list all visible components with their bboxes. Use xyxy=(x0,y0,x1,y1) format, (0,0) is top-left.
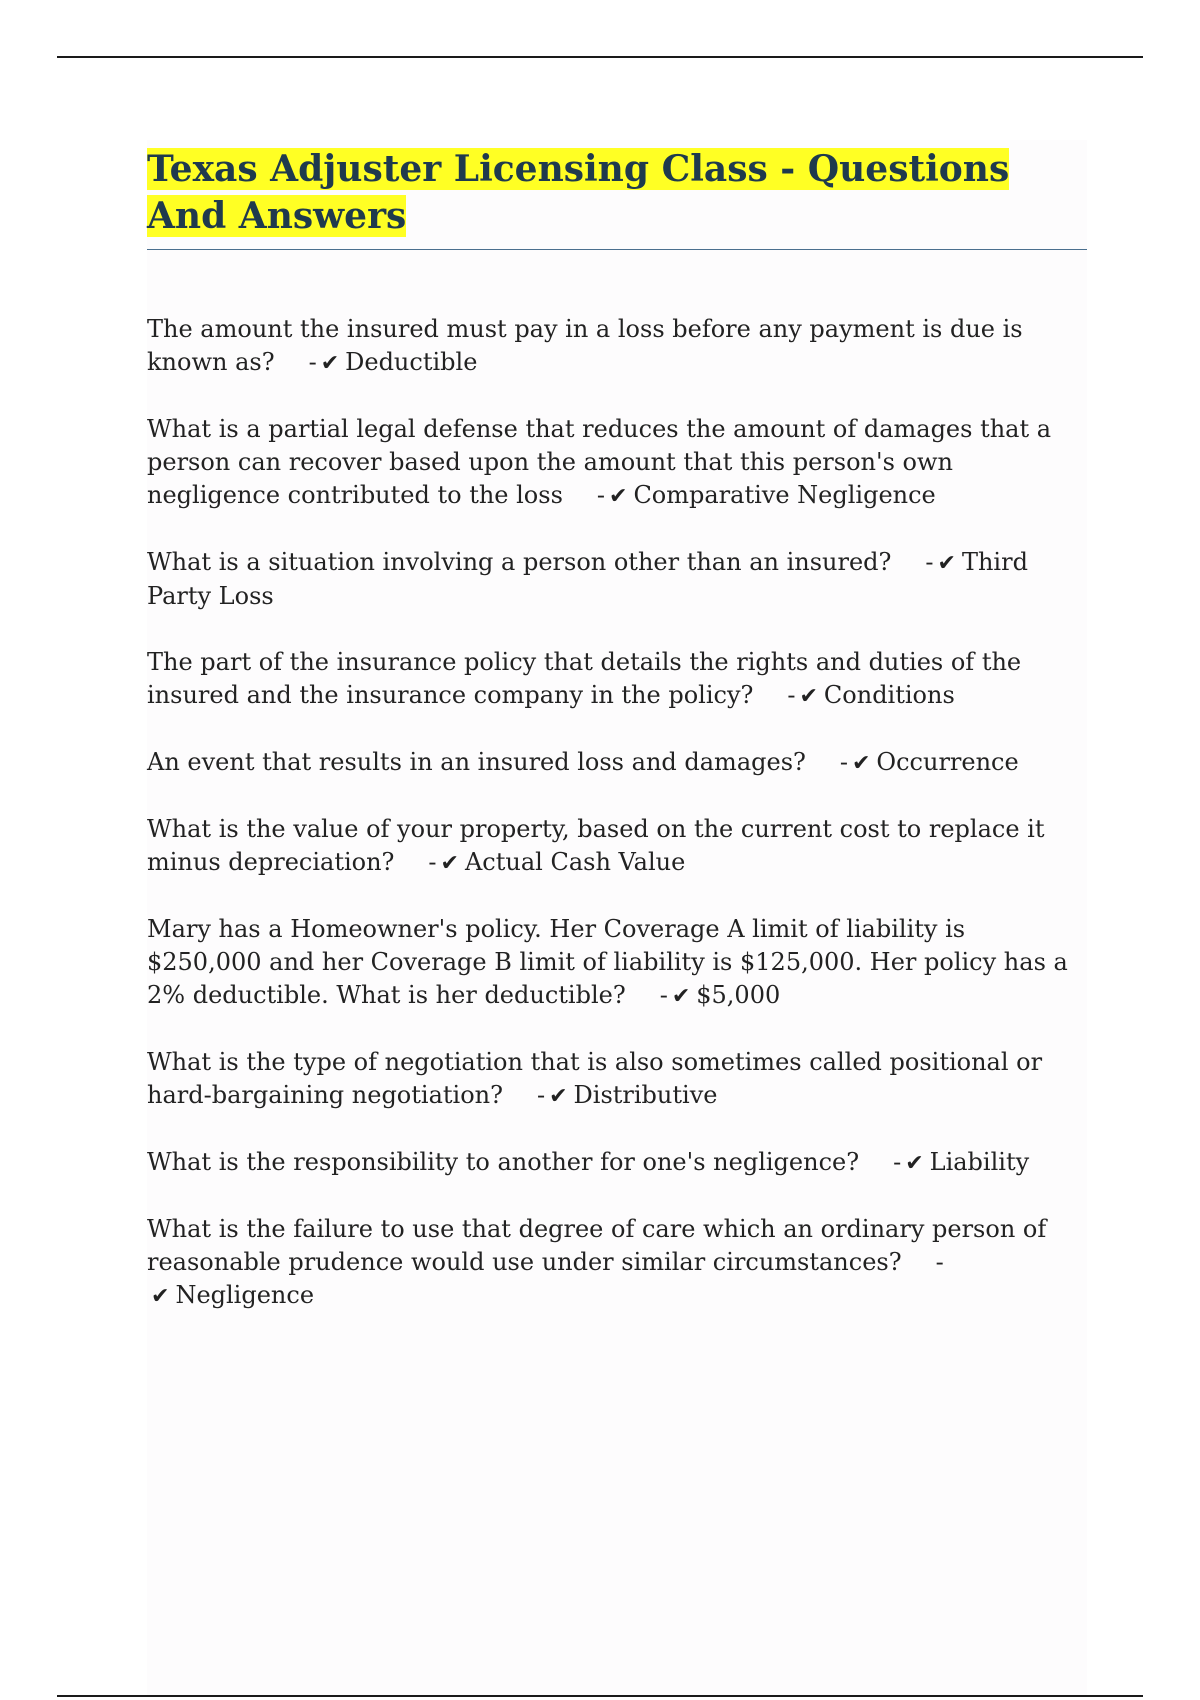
check-mark-icon: ✔ xyxy=(937,551,956,576)
answer-text: Actual Cash Value xyxy=(464,848,686,876)
answer-text: Liability xyxy=(929,1148,1030,1176)
page-bottom-rule xyxy=(57,1695,1143,1697)
qa-item xyxy=(147,646,1087,713)
check-mark-icon: ✔ xyxy=(609,484,628,509)
answer-text: Deductible xyxy=(345,348,478,376)
answer-text: Negligence xyxy=(175,1281,315,1309)
check-mark-icon: ✔ xyxy=(151,1284,170,1309)
separator: - xyxy=(839,748,848,776)
answer-text: Distributive xyxy=(573,1081,718,1109)
qa-item xyxy=(147,813,1087,880)
separator: - xyxy=(428,848,437,876)
separator: - xyxy=(893,1148,902,1176)
document-title xyxy=(147,146,1087,240)
title-highlight: Texas Adjuster Licensing Class - Questions And Answers xyxy=(147,148,1010,237)
separator: - xyxy=(308,348,317,376)
title-block xyxy=(147,146,1087,240)
check-mark-icon: ✔ xyxy=(799,684,818,709)
check-mark-icon: ✔ xyxy=(320,351,340,376)
check-mark-icon: ✔ xyxy=(905,1151,924,1176)
qa-item xyxy=(147,313,1087,380)
qa-item xyxy=(147,1046,1087,1113)
qa-item xyxy=(147,413,1087,513)
separator: - xyxy=(925,548,934,576)
separator: - xyxy=(659,981,668,1009)
question-text: What is the failure to use that degree of care which an ordinary person of reasonable prudence would use under similar circumstances? xyxy=(147,1215,1047,1276)
check-mark-icon: ✔ xyxy=(671,984,691,1009)
question-text: What is a situation involving a person other than an insured? xyxy=(147,548,892,576)
page-top-rule xyxy=(57,56,1143,58)
answer-text: Occurrence xyxy=(876,748,1019,776)
question-text: What is a partial legal defense that reduces the amount of damages that a person can recover based upon the amount that this person's own negligence contributed to the loss xyxy=(147,415,1052,509)
qa-list xyxy=(147,313,1087,1346)
check-mark-icon: ✔ xyxy=(851,751,871,776)
title-underline xyxy=(147,249,1087,250)
answer-text: $5,000 xyxy=(696,981,781,1009)
answer-text: Third Party Loss xyxy=(147,548,1028,610)
question-text: An event that results in an insured loss and damages? xyxy=(147,748,806,776)
qa-item xyxy=(147,746,1087,780)
answer-text: Comparative Negligence xyxy=(633,481,936,509)
qa-item xyxy=(147,546,1087,613)
question-text: The amount the insured must pay in a loss before any payment is due is known as? xyxy=(147,315,1023,376)
qa-item xyxy=(147,913,1087,1013)
answer-text: Conditions xyxy=(823,681,955,709)
separator: - xyxy=(536,1081,546,1109)
question-text: The part of the insurance policy that details the rights and duties of the insured and the insurance company in the policy? xyxy=(147,648,1022,709)
separator: - xyxy=(935,1248,944,1276)
separator: - xyxy=(787,681,796,709)
question-text: What is the value of your property, based on the current cost to replace it minus depreciation? xyxy=(147,815,1045,876)
check-mark-icon: ✔ xyxy=(549,1084,568,1109)
separator: - xyxy=(596,481,605,509)
question-text: What is the responsibility to another for one's negligence? xyxy=(147,1148,860,1176)
qa-item xyxy=(147,1213,1087,1313)
question-text: Mary has a Homeowner's policy. Her Coverage A limit of liability is $250,000 and her Coverage B limit of liability is $125,000. Her policy has a 2% deductible. What is her deductible? xyxy=(147,915,1068,1009)
question-text: What is the type of negotiation that is also sometimes called positional or hard-bargaining negotiation? xyxy=(147,1048,1043,1109)
check-mark-icon: ✔ xyxy=(440,851,459,876)
qa-item xyxy=(147,1146,1087,1180)
